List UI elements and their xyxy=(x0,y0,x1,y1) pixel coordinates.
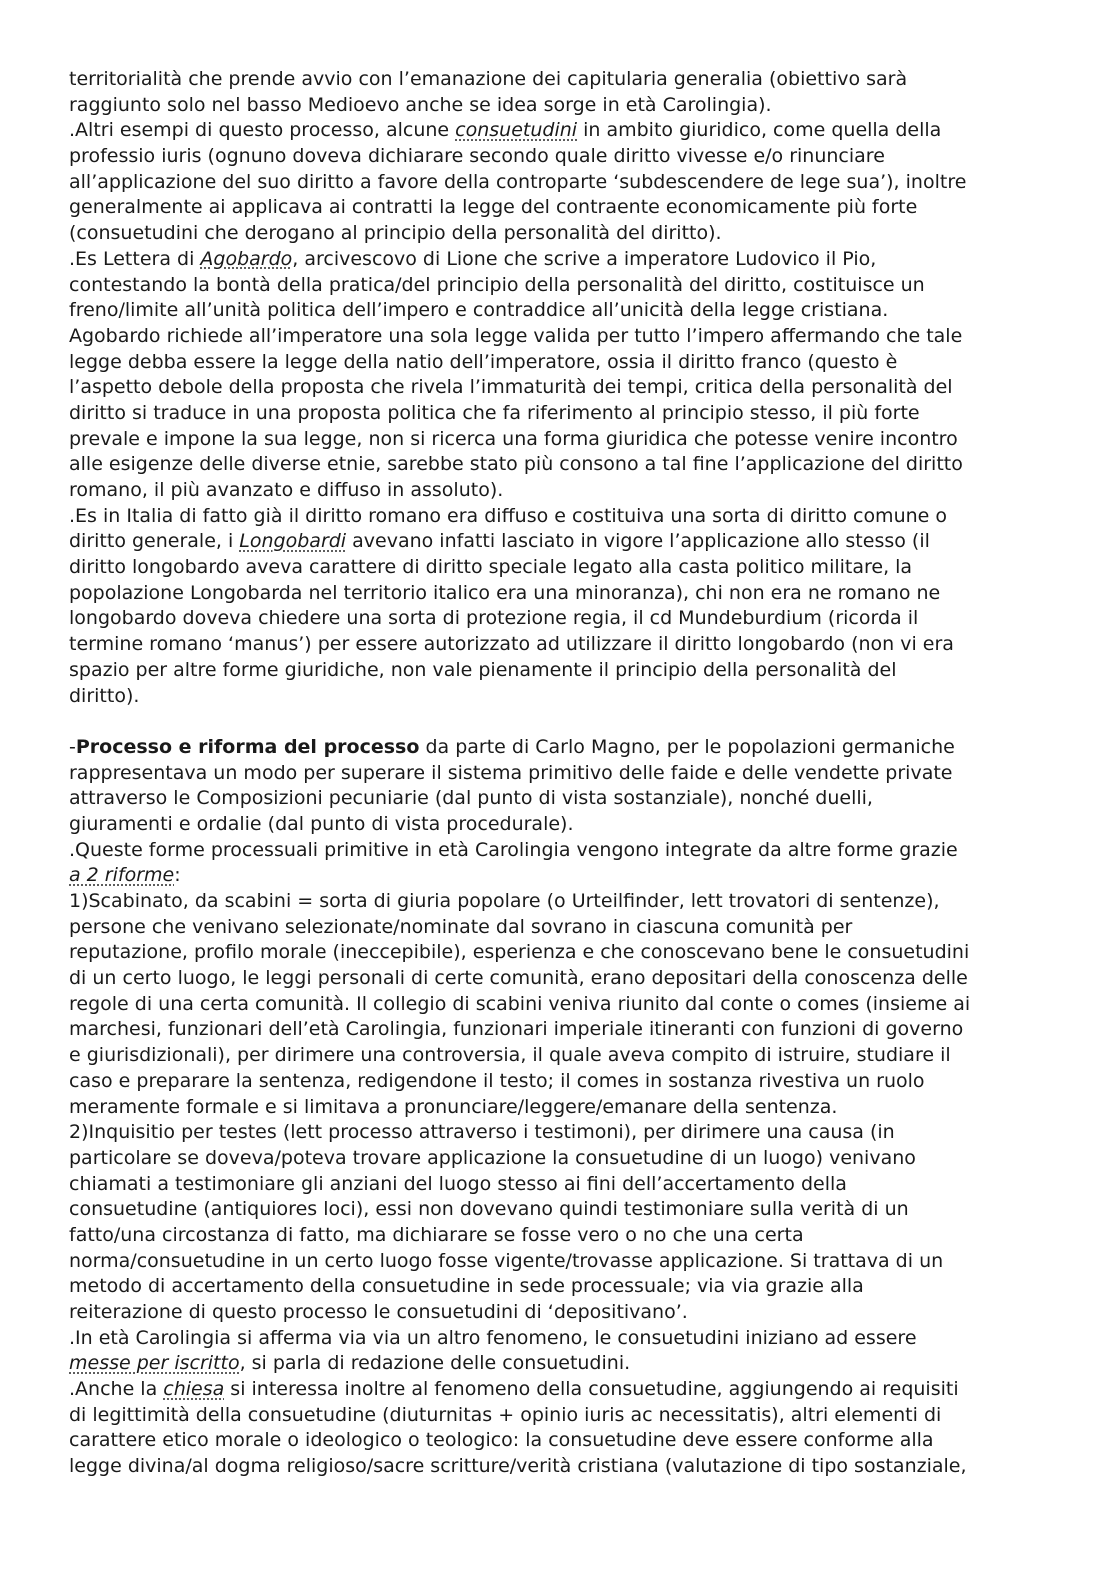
text-line: contestando la bontà della pratica/del principio della personalità del diritto, costituisce un xyxy=(69,273,925,296)
line-text: .Es Lettera di xyxy=(69,247,201,270)
text-line: e giurisdizionali), per dirimere una controversia, il quale aveva compito di istruire, studiare il xyxy=(69,1044,951,1067)
text-line: raggiunto solo nel basso Medioevo anche se idea sorge in età Carolingia). xyxy=(69,93,772,116)
text-line: .Es in Italia di fatto già il diritto romano era diffuso e costituiva una sorta di diritto comune o xyxy=(69,504,948,527)
text-line: legge divina/al dogma religioso/sacre scritture/verità cristiana (valutazione di tipo sostanziale, xyxy=(69,1455,967,1478)
text-line xyxy=(69,118,1059,144)
text-line: l’aspetto debole della proposta che rivela l’immaturità dei tempi, critica della personalità del xyxy=(69,376,953,399)
text-line: di un certo luogo, le leggi personali di certe comunità, erano depositari della conoscenza delle xyxy=(69,967,968,990)
line-text: , arcivescovo di Lione che scrive a imperatore Ludovico il Pio, xyxy=(292,247,877,270)
underlined-term: consuetudini xyxy=(455,119,578,142)
underlined-term: messe per iscritto xyxy=(69,1352,240,1375)
blank-line xyxy=(69,709,1059,735)
underlined-term: Longobardi xyxy=(239,530,347,553)
text-line: carattere etico morale o ideologico o teologico: la consuetudine deve essere conforme alla xyxy=(69,1429,934,1452)
text-line: giuramenti e ordalie (dal punto di vista procedurale). xyxy=(69,812,574,835)
text-line: termine romano ‘manus’) per essere autorizzato ad utilizzare il diritto longobardo (non vi era xyxy=(69,633,954,656)
text-line: regole di una certa comunità. Il collegio di scabini veniva riunito dal conte o comes (insieme ai xyxy=(69,992,971,1015)
line-text: in ambito giuridico, come quella della xyxy=(577,119,942,142)
text-line: romano, il più avanzato e diffuso in assoluto). xyxy=(69,479,504,501)
text-line: caso e preparare la sentenza, redigendone il testo; il comes in sostanza rivestiva un ruolo xyxy=(69,1069,925,1092)
text-line: prevale e impone la sua legge, non si ricerca una forma giuridica che potesse venire incontro xyxy=(69,427,958,450)
text-line: freno/limite all’unità politica dell’impero e contraddice all’unicità della legge cristiana. xyxy=(69,299,889,322)
line-text: .Altri esempi di questo processo, alcune xyxy=(69,119,456,142)
text-line xyxy=(69,863,1059,889)
text-line: reputazione, profilo morale (ineccepibile), esperienza e che conoscevano bene le consuetudini xyxy=(69,941,970,964)
line-text: - xyxy=(69,735,76,758)
underlined-term: Agobardo xyxy=(200,247,293,270)
text-line: marchesi, funzionari dell’età Carolingia, funzionari imperiale itineranti con funzioni di governo xyxy=(69,1018,964,1041)
underlined-term: a 2 riforme xyxy=(69,864,175,887)
text-line: (consuetudini che derogano al principio della personalità del diritto). xyxy=(69,222,722,245)
text-line: norma/consuetudine in un certo luogo fosse vigente/trovasse applicazione. Si trattava di un xyxy=(69,1249,944,1272)
text-line: 2)Inquisitio per testes (lett processo attraverso i testimoni), per dirimere una causa (in xyxy=(69,1121,895,1144)
text-line xyxy=(69,1351,1059,1377)
paragraph xyxy=(69,889,1059,1120)
paragraph xyxy=(69,247,1059,504)
text-line xyxy=(69,735,1059,761)
paragraph xyxy=(69,838,1059,889)
text-line: rappresentava un modo per superare il sistema primitivo delle faide e delle vendette private xyxy=(69,761,953,784)
text-line: longobardo doveva chiedere una sorta di protezione regia, il cd Mundeburdium (ricorda il xyxy=(69,607,919,630)
line-text: da parte di Carlo Magno, per le popolazioni germaniche xyxy=(419,735,955,758)
text-line: diritto longobardo aveva carattere di diritto speciale legato alla casta politico militare, la xyxy=(69,556,913,579)
section-heading: Processo e riforma del processo xyxy=(75,735,420,758)
text-line: reiterazione di questo processo le consuetudini di ‘depositivano’. xyxy=(69,1301,688,1323)
body-text xyxy=(69,67,1059,1480)
text-line: di legittimità della consuetudine (diuturnitas + opinio iuris ac necessitatis), altri elementi di xyxy=(69,1403,942,1426)
paragraph xyxy=(69,118,1059,246)
paragraph xyxy=(69,1377,1059,1480)
line-text: : xyxy=(174,864,181,887)
underlined-term: chiesa xyxy=(163,1378,225,1401)
text-line xyxy=(69,1377,1059,1403)
text-line: .In età Carolingia si afferma via via un altro fenomeno, le consuetudini iniziano ad essere xyxy=(69,1326,917,1349)
text-line: alle esigenze delle diverse etnie, sarebbe stato più consono a tal fine l’applicazione del diritto xyxy=(69,453,963,476)
text-line: territorialità che prende avvio con l’emanazione dei capitularia generalia (obiettivo sarà xyxy=(69,68,908,90)
text-line: diritto si traduce in una proposta politica che fa riferimento al principio stesso, il più forte xyxy=(69,401,920,424)
text-line: generalmente ai applicava ai contratti la legge del contraente economicamente più forte xyxy=(69,196,918,219)
line-text: .Anche la xyxy=(69,1378,164,1401)
paragraph xyxy=(69,67,1059,118)
text-line: consuetudine (antiquiores loci), essi non dovevano quindi testimoniare sulla verità di un xyxy=(69,1198,909,1221)
text-line: attraverso le Composizioni pecuniarie (dal punto di vista sostanziale), nonché duelli, xyxy=(69,787,873,810)
paragraph xyxy=(69,1326,1059,1377)
text-line: 1)Scabinato, da scabini = sorta di giuria popolare (o Urteilfinder, lett trovatori di sentenze), xyxy=(69,890,940,912)
text-line: spazio per altre forme giuridiche, non vale pienamente il principio della personalità del xyxy=(69,658,897,681)
text-line xyxy=(69,247,1059,273)
text-line: all’applicazione del suo diritto a favore della controparte ‘subdescendere de lege sua’), inoltre xyxy=(69,170,967,193)
text-line: legge debba essere la legge della natio dell’imperatore, ossia il diritto franco (questo è xyxy=(69,350,898,373)
text-line: professio iuris (ognuno doveva dichiarare secondo quale diritto vivesse e/o rinunciare xyxy=(69,145,885,168)
line-text: si interessa inoltre al fenomeno della consuetudine, aggiungendo ai requisiti xyxy=(224,1378,959,1401)
text-line: popolazione Longobarda nel territorio italico era una minoranza), chi non era ne romano ne xyxy=(69,581,941,604)
text-line: fatto/una circostanza di fatto, ma dichiarare se fosse vero o no che una certa xyxy=(69,1223,804,1246)
paragraph xyxy=(69,504,1059,710)
text-line: metodo di accertamento della consuetudine in sede processuale; via via grazie alla xyxy=(69,1275,864,1298)
text-line: particolare se doveva/poteva trovare applicazione la consuetudine di un luogo) venivano xyxy=(69,1146,916,1169)
line-text: diritto generale, i xyxy=(69,530,240,553)
text-line: persone che venivano selezionate/nominate dal sovrano in ciascuna comunità per xyxy=(69,915,853,938)
line-text: , si parla di redazione delle consuetudini. xyxy=(239,1352,631,1375)
text-line: Agobardo richiede all’imperatore una sola legge valida per tutto l’impero affermando che tale xyxy=(69,324,963,347)
text-line: meramente formale e si limitava a pronunciare/leggere/emanare della sentenza. xyxy=(69,1095,838,1118)
paragraph xyxy=(69,1120,1059,1326)
line-text: avevano infatti lasciato in vigore l’applicazione allo stesso (il xyxy=(346,530,930,553)
text-line: .Queste forme processuali primitive in età Carolingia vengono integrate da altre forme grazie xyxy=(69,838,958,861)
text-line: diritto). xyxy=(69,684,140,707)
text-line xyxy=(69,529,1059,555)
text-line: chiamati a testimoniare gli anziani del luogo stesso ai fini dell’accertamento della xyxy=(69,1172,847,1195)
paragraph xyxy=(69,735,1059,838)
